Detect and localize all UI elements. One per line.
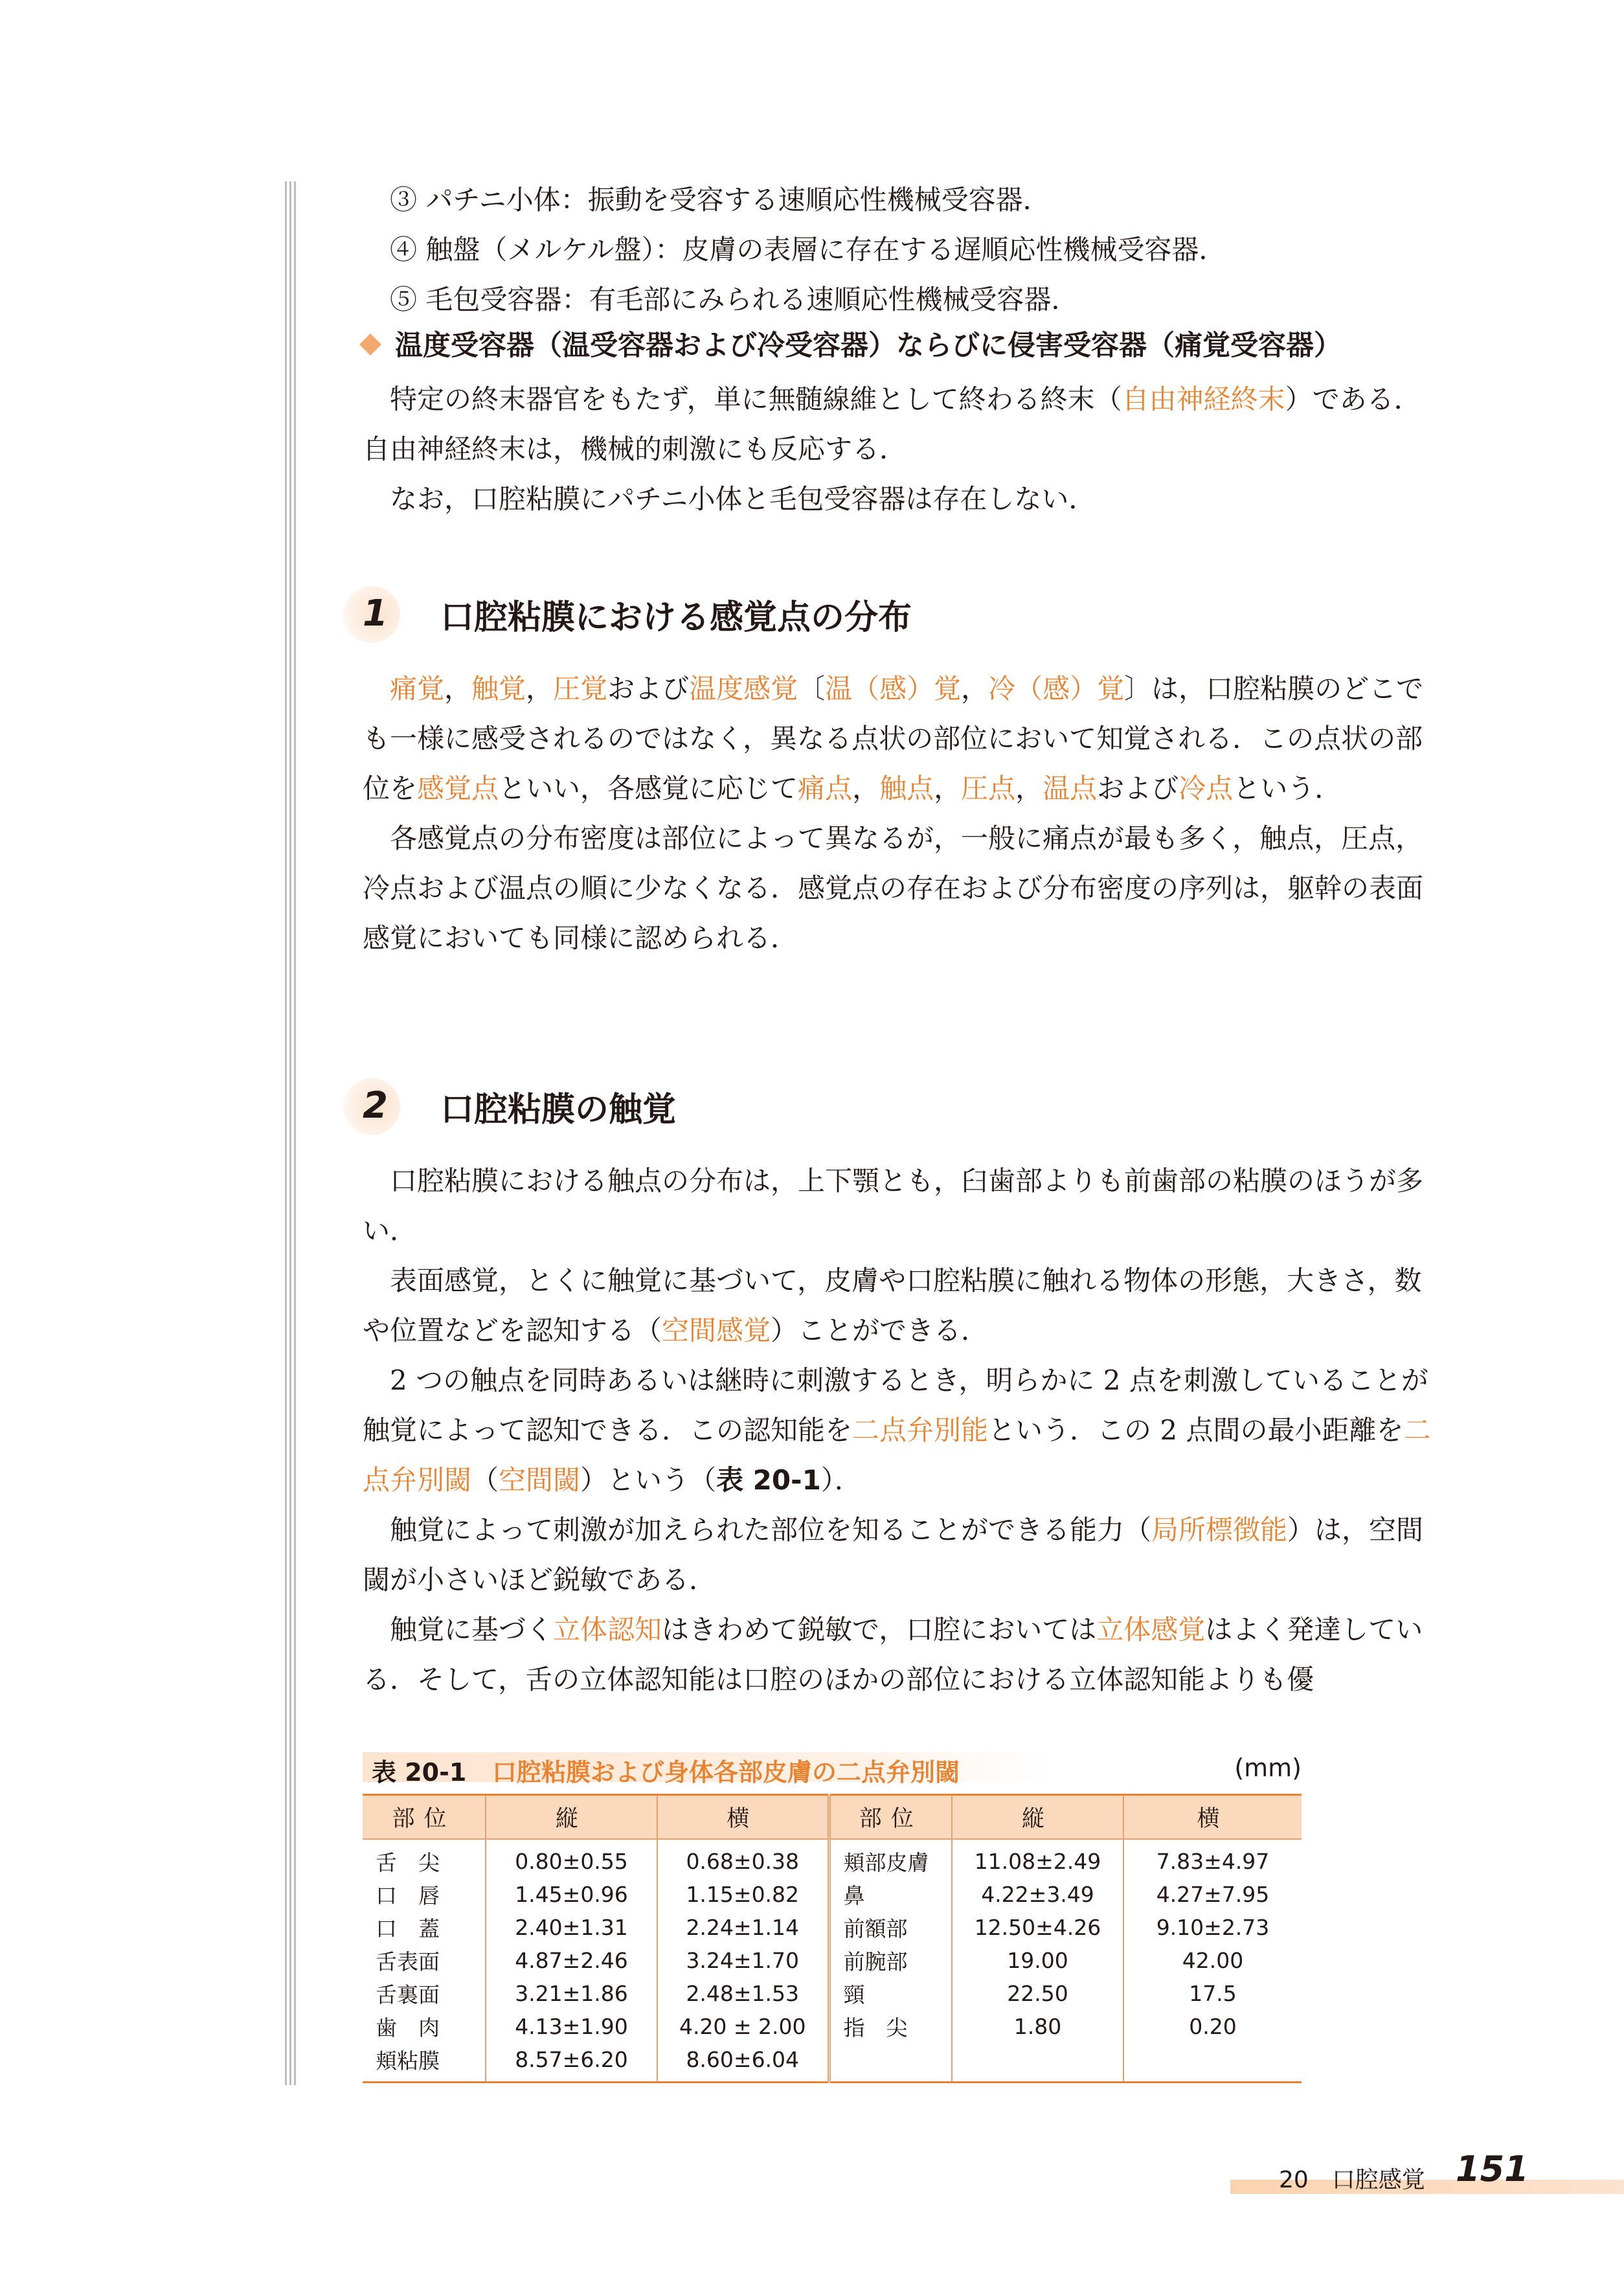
paragraph bbox=[363, 664, 1438, 813]
text-run: ， bbox=[444, 673, 472, 705]
key-term: 痛覚 bbox=[390, 673, 445, 705]
intro-block bbox=[363, 374, 1438, 524]
table-body bbox=[363, 1839, 1302, 2083]
text-run: 2 つの触点を同時あるいは継時に刺激するとき，明らかに 2 点を刺激していることが触覚によって認知できる．この認知能を bbox=[363, 1364, 1428, 1446]
two-point-threshold-table bbox=[363, 1794, 1302, 2083]
table-header-cell: 部位 bbox=[829, 1795, 952, 1840]
table-cell: 0.68±0.38 bbox=[657, 1839, 829, 1878]
table-label: 表 20-1 bbox=[372, 1758, 467, 1787]
table-cell bbox=[952, 2043, 1123, 2083]
text-run: ， bbox=[961, 673, 989, 705]
table-cell: 舌 尖 bbox=[376, 1850, 440, 1875]
text-run: 表面感覚，とくに触覚に基づいて，皮膚や口腔粘膜に触れる物体の形態，大きさ，数や位置などを認知する（ bbox=[363, 1265, 1422, 1346]
table-cell: 1.15±0.82 bbox=[657, 1878, 829, 1911]
table-cell: 0.80±0.55 bbox=[486, 1839, 657, 1878]
key-term: 自由神経終末 bbox=[1122, 383, 1285, 415]
table-row bbox=[363, 2010, 1302, 2043]
table-cell: 9.10±2.73 bbox=[1123, 1911, 1302, 1944]
key-term: 温点 bbox=[1043, 773, 1098, 804]
text-run: 特定の終末器官をもたず，単に無髄線維として終わる終末（ bbox=[390, 383, 1122, 415]
table-cell: 4.20 ± 2.00 bbox=[657, 2010, 829, 2043]
list-item: ③ パチニ小体：振動を受容する速順応性機械受容器． bbox=[390, 184, 1050, 216]
key-term: 空間閾 bbox=[499, 1464, 581, 1496]
table-row bbox=[363, 1878, 1302, 1911]
left-margin-rule bbox=[285, 181, 297, 2085]
paragraph bbox=[363, 374, 1438, 474]
section-title: 口腔粘膜における感覚点の分布 bbox=[440, 598, 912, 637]
paragraph bbox=[363, 1505, 1438, 1605]
section-heading bbox=[343, 586, 991, 657]
table-cell: 22.50 bbox=[952, 1977, 1123, 2010]
table-cell: 2.40±1.31 bbox=[486, 1911, 657, 1944]
key-term: 冷（感）覚 bbox=[988, 673, 1125, 705]
table-cell: 口 唇 bbox=[376, 1883, 440, 1908]
table-header-cell: 横 bbox=[1123, 1795, 1302, 1840]
table-header-cell: 縦 bbox=[952, 1795, 1123, 1840]
subheading bbox=[363, 324, 1342, 363]
diamond-bullet-icon bbox=[359, 333, 381, 356]
text-run: 触覚に基づく bbox=[390, 1614, 554, 1645]
footer-chapter: 20 口腔感覚 bbox=[1279, 2167, 1425, 2193]
text-run: および bbox=[1097, 773, 1179, 804]
text-run: ， bbox=[526, 673, 554, 705]
section-heading bbox=[343, 1078, 991, 1149]
text-run: ， bbox=[852, 773, 880, 804]
paragraph: 各感覚点の分布密度は部位によって異なるが，一般に痛点が最も多く，触点，圧点，冷点および温点の順に少なくなる．感覚点の存在および分布密度の序列は，躯幹の表面感覚においても同様に認められる． bbox=[363, 822, 1424, 954]
text-run: 〕は，口腔粘膜のどこでも一様に感受されるのではなく，異なる点状の部位において知覚される．この点状の部位を bbox=[363, 673, 1424, 804]
table-cell: 11.08±2.49 bbox=[952, 1839, 1123, 1878]
paragraph: なお，口腔粘膜にパチニ小体と毛包受容器は存在しない． bbox=[390, 483, 1096, 515]
section2-body bbox=[363, 1156, 1438, 1704]
table-header-cell: 横 bbox=[657, 1795, 829, 1840]
table-cell: 4.22±3.49 bbox=[952, 1878, 1123, 1911]
table-cell: 12.50±4.26 bbox=[952, 1911, 1123, 1944]
section-title: 口腔粘膜の触覚 bbox=[440, 1090, 677, 1129]
key-term: 触点 bbox=[879, 773, 934, 804]
table-header-cell: 縦 bbox=[486, 1795, 657, 1840]
text-run: 〔 bbox=[798, 673, 826, 705]
text-run: ）は，空間閾が小さいほど鋭敏である． bbox=[363, 1514, 1424, 1596]
paragraph bbox=[363, 1156, 1438, 1256]
list-item: ④ 触盤（メルケル盤）：皮膚の表層に存在する遅順応性機械受容器． bbox=[390, 234, 1226, 265]
table-cell: 2.24±1.14 bbox=[657, 1911, 829, 1944]
table-cell: 口 蓋 bbox=[376, 1916, 440, 1941]
key-term: 立体感覚 bbox=[1096, 1614, 1206, 1645]
table-row bbox=[363, 1839, 1302, 1878]
table-header-row bbox=[363, 1795, 1302, 1840]
table-cell: 17.5 bbox=[1123, 1977, 1302, 2010]
table-cell: 8.60±6.04 bbox=[657, 2043, 829, 2083]
key-term: 痛点 bbox=[798, 773, 853, 804]
subheading-text: 温度受容器（温受容器および冷受容器）ならびに侵害受容器（痛覚受容器） bbox=[395, 330, 1342, 362]
text-run: はよく発達している．そして，舌の立体認知能は口腔のほかの部位における立体認知能よりも優 bbox=[363, 1614, 1423, 1695]
key-term: 感覚点 bbox=[417, 773, 499, 804]
table-cell bbox=[829, 2043, 952, 2083]
text-run: および bbox=[607, 673, 690, 705]
table-cell: 3.21±1.86 bbox=[486, 1977, 657, 2010]
table-header-cell: 部位 bbox=[363, 1795, 486, 1840]
table-row bbox=[363, 1977, 1302, 2010]
table-cell: 0.20 bbox=[1123, 2010, 1302, 2043]
table-cell: 鼻 bbox=[829, 1878, 952, 1911]
table-title: 口腔粘膜および身体各部皮膚の二点弁別閾 bbox=[492, 1758, 960, 1787]
key-term: 二点弁別能 bbox=[852, 1414, 989, 1446]
text-run: という． bbox=[1233, 773, 1342, 804]
table-unit: (mm) bbox=[1234, 1754, 1302, 1782]
table-cell: 4.27±7.95 bbox=[1123, 1878, 1302, 1911]
key-term: 圧点 bbox=[961, 773, 1016, 804]
key-term: 冷点 bbox=[1179, 773, 1234, 804]
key-term: 温度感覚 bbox=[689, 673, 798, 705]
table-cell: 19.00 bbox=[952, 1944, 1123, 1977]
section1-body bbox=[363, 664, 1438, 963]
text-run: ， bbox=[1015, 773, 1043, 804]
paragraph bbox=[363, 1355, 1438, 1505]
text-run: （ bbox=[471, 1464, 499, 1496]
text-run: ）ことができる． bbox=[771, 1315, 989, 1346]
table-cell: 頬粘膜 bbox=[376, 2048, 440, 2073]
table-row bbox=[363, 1944, 1302, 1977]
table-reference: 表 20-1 bbox=[716, 1464, 821, 1496]
table-cell: 4.87±2.46 bbox=[486, 1944, 657, 1977]
table-cell: 2.48±1.53 bbox=[657, 1977, 829, 2010]
key-term: 空間感覚 bbox=[662, 1315, 771, 1346]
section-number: 2 bbox=[363, 1085, 388, 1127]
table-cell: 前腕部 bbox=[829, 1944, 952, 1977]
table-cell: 舌裏面 bbox=[376, 1982, 440, 2007]
table-row bbox=[363, 1911, 1302, 1944]
key-term: 圧覚 bbox=[553, 673, 608, 705]
section-number: 1 bbox=[363, 593, 388, 635]
table-cell: 舌表面 bbox=[376, 1949, 440, 1974]
table-cell: 1.80 bbox=[952, 2010, 1123, 2043]
table-cell: 歯 肉 bbox=[376, 2015, 440, 2040]
text-run: 触覚によって刺激が加えられた部位を知ることができる能力（ bbox=[390, 1514, 1152, 1546]
text-run: 口腔粘膜における触点の分布は，上下顎とも，臼歯部よりも前歯部の粘膜のほうが多い． bbox=[363, 1165, 1424, 1247]
table-cell: 8.57±6.20 bbox=[486, 2043, 657, 2083]
text-run: ， bbox=[934, 773, 962, 804]
table-cell: 前額部 bbox=[829, 1911, 952, 1944]
key-term: 二点弁別閾 bbox=[363, 1414, 1431, 1496]
receptor-list bbox=[363, 175, 1438, 324]
table-cell: 3.24±1.70 bbox=[657, 1944, 829, 1977]
paragraph bbox=[363, 1605, 1438, 1704]
text-run: という．この 2 点間の最小距離を bbox=[988, 1414, 1404, 1446]
table-caption bbox=[363, 1748, 1308, 1787]
text-run: ）． bbox=[820, 1464, 862, 1496]
table-cell: 7.83±4.97 bbox=[1123, 1839, 1302, 1878]
text-run: ）という（ bbox=[580, 1464, 717, 1496]
key-term: 立体認知 bbox=[553, 1614, 662, 1645]
text-run: ）である．自由神経終末は，機械的刺激にも反応する． bbox=[363, 383, 1421, 465]
key-term: 触覚 bbox=[471, 673, 526, 705]
table-cell: 頬部皮膚 bbox=[829, 1839, 952, 1878]
text-run: といい，各感覚に応じて bbox=[499, 773, 798, 804]
table-cell: 1.45±0.96 bbox=[486, 1878, 657, 1911]
table-cell bbox=[1123, 2043, 1302, 2083]
list-item: ⑤ 毛包受容器：有毛部にみられる速順応性機械受容器． bbox=[390, 284, 1079, 315]
table-row bbox=[363, 2043, 1302, 2083]
table-cell: 4.13±1.90 bbox=[486, 2010, 657, 2043]
text-run: はきわめて鋭敏で，口腔においては bbox=[662, 1614, 1097, 1645]
table-cell: 指 尖 bbox=[829, 2010, 952, 2043]
paragraph bbox=[363, 1256, 1438, 1355]
table-cell: 頸 bbox=[829, 1977, 952, 2010]
table-cell: 42.00 bbox=[1123, 1944, 1302, 1977]
key-term: 局所標徴能 bbox=[1151, 1514, 1288, 1546]
page-number: 151 bbox=[1456, 2149, 1529, 2189]
key-term: 温（感）覚 bbox=[825, 673, 962, 705]
